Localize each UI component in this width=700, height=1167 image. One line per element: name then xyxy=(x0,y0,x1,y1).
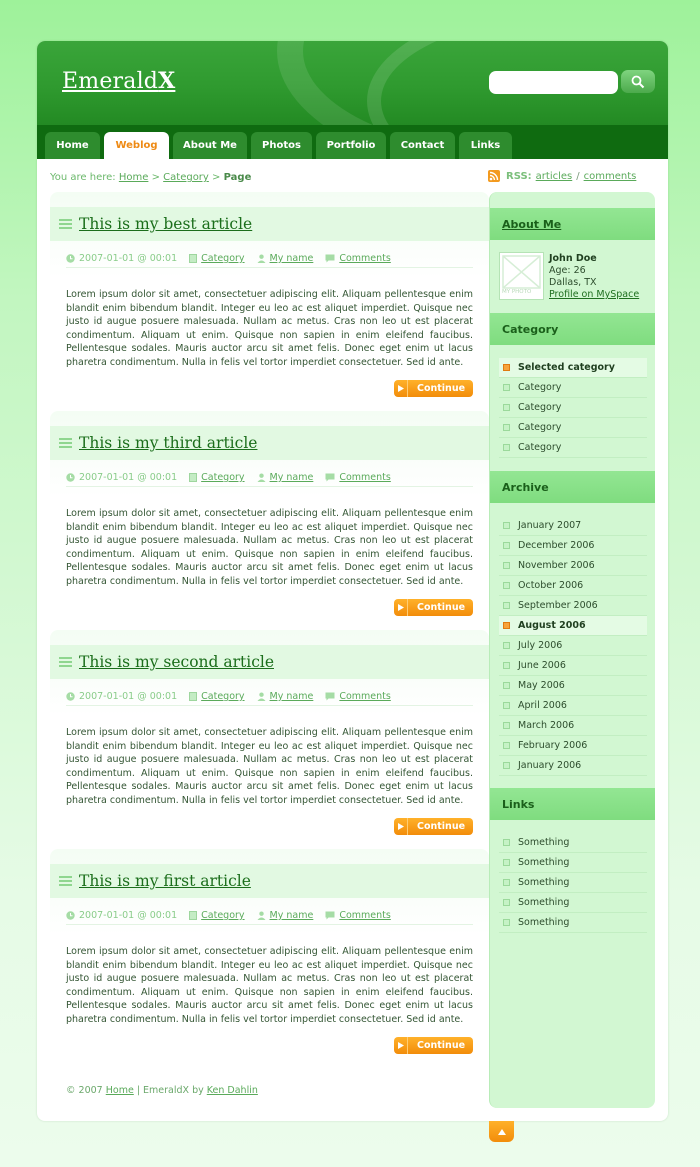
article-comments-link[interactable]: Comments xyxy=(339,910,391,921)
user-icon xyxy=(257,911,266,920)
archive-label: November 2006 xyxy=(518,560,595,571)
logo-text-bold: X xyxy=(158,68,176,94)
bullet-icon xyxy=(503,762,510,769)
category-label: Category xyxy=(518,382,562,393)
category-label: Category xyxy=(518,422,562,433)
article-date: 2007-01-01 @ 00:01 xyxy=(79,910,178,921)
category-label: Selected category xyxy=(518,362,615,373)
category-item[interactable] xyxy=(499,358,647,378)
bullet-icon xyxy=(503,542,510,549)
archive-label: December 2006 xyxy=(518,540,595,551)
article-category-link[interactable]: Category xyxy=(201,472,245,483)
clock-icon xyxy=(66,692,75,701)
sidebar-heading-label: Archive xyxy=(502,480,549,494)
archive-label: September 2006 xyxy=(518,600,598,611)
page-container xyxy=(37,41,668,1121)
tab-weblog[interactable] xyxy=(104,132,169,159)
profile-card xyxy=(499,252,649,300)
archive-label: October 2006 xyxy=(518,580,584,591)
breadcrumb-category-link[interactable]: Category xyxy=(163,172,209,183)
article-header xyxy=(50,864,489,898)
archive-item[interactable] xyxy=(499,516,647,536)
article-body: Lorem ipsum dolor sit amet, consectetuer adipiscing elit. Aliquam pellentesque enim blandit enim bibendum blandit. Integer eu leo ac est aliquet imperdiet. Quisque nec justo id augue posuere malesuada. Nullam ac metus. Cras non leo ut est placerat condimentum. Aliquam ut enim. Quisque non sapien in enim eleifend faucibus. Pellentesque sodales. Mauris auctor arcu sit amet felis. Donec eget enim ut lacus pharetra condimentum. Nulla in felis vel tortor imperdiet consectetuer. Sed id ante. xyxy=(66,508,473,587)
links-list xyxy=(499,833,647,933)
site-logo[interactable] xyxy=(62,68,175,94)
sidebar-heading-links xyxy=(490,788,655,820)
article-title[interactable]: This is my third article xyxy=(79,434,258,452)
tab-label: Photos xyxy=(262,140,301,151)
search-icon xyxy=(631,75,645,89)
article-header xyxy=(50,207,489,241)
article-meta xyxy=(66,907,473,925)
breadcrumb-current: Page xyxy=(223,172,252,183)
archive-item[interactable] xyxy=(499,676,647,696)
article xyxy=(50,849,489,1063)
archive-item[interactable] xyxy=(499,636,647,656)
folder-icon xyxy=(189,473,197,482)
archive-item[interactable] xyxy=(499,616,647,636)
continue-label: Continue xyxy=(417,821,466,832)
bullet-icon xyxy=(503,742,510,749)
list-icon xyxy=(59,438,72,448)
article-body: Lorem ipsum dolor sit amet, consectetuer adipiscing elit. Aliquam pellentesque enim blandit enim bibendum blandit. Integer eu leo ac est aliquet imperdiet. Quisque nec justo id augue posuere malesuada. Nullam ac metus. Cras non leo ut est placerat condimentum. Aliquam ut enim. Quisque non sapien in enim eleifend faucibus. Pellentesque sodales. Mauris auctor arcu sit amet felis. Donec eget enim ut lacus pharetra condimentum. Nulla in felis vel tortor imperdiet consectetuer. Sed id ante. xyxy=(66,727,473,806)
user-icon xyxy=(257,254,266,263)
search-button[interactable] xyxy=(621,70,655,93)
user-icon xyxy=(257,692,266,701)
article xyxy=(50,630,489,844)
archive-label: January 2006 xyxy=(518,760,582,771)
archive-item[interactable] xyxy=(499,576,647,596)
bullet-icon xyxy=(503,859,510,866)
tab-home[interactable] xyxy=(45,132,100,159)
archive-list xyxy=(499,516,647,776)
archive-label: April 2006 xyxy=(518,700,567,711)
user-icon xyxy=(257,473,266,482)
continue-label: Continue xyxy=(417,1040,466,1051)
article-comments-link[interactable]: Comments xyxy=(339,472,391,483)
link-label: Something xyxy=(518,837,570,848)
article-author-link[interactable]: My name xyxy=(269,910,314,921)
archive-item[interactable] xyxy=(499,736,647,756)
category-label: Category xyxy=(518,442,562,453)
link-label: Something xyxy=(518,877,570,888)
comment-icon xyxy=(325,254,335,263)
tab-portfolio[interactable] xyxy=(316,132,386,159)
tab-label: Contact xyxy=(400,140,445,151)
archive-label: March 2006 xyxy=(518,720,575,731)
archive-label: January 2007 xyxy=(518,520,582,531)
rss-icon xyxy=(488,170,500,182)
sidebar-heading-label: Links xyxy=(502,797,535,811)
footer xyxy=(66,1085,258,1096)
bullet-icon xyxy=(503,562,510,569)
comment-icon xyxy=(325,911,335,920)
site-header xyxy=(37,41,668,125)
category-item[interactable] xyxy=(499,438,647,458)
archive-item[interactable] xyxy=(499,556,647,576)
link-label: Something xyxy=(518,857,570,868)
play-arrow-icon xyxy=(398,604,404,611)
rss-label: RSS: xyxy=(506,170,532,182)
tab-photos[interactable] xyxy=(251,132,312,159)
article-date: 2007-01-01 @ 00:01 xyxy=(79,472,178,483)
bullet-icon xyxy=(503,662,510,669)
archive-item[interactable] xyxy=(499,596,647,616)
article-category-link[interactable]: Category xyxy=(201,910,245,921)
article-body: Lorem ipsum dolor sit amet, consectetuer adipiscing elit. Aliquam pellentesque enim blandit enim bibendum blandit. Integer eu leo ac est aliquet imperdiet. Quisque nec justo id augue posuere malesuada. Nullam ac metus. Cras non leo ut est placerat condimentum. Aliquam ut enim. Quisque non sapien in enim eleifend faucibus. Pellentesque sodales. Mauris auctor arcu sit amet felis. Donec eget enim ut lacus pharetra condimentum. Nulla in felis vel tortor imperdiet consectetuer. Sed id ante. xyxy=(66,289,473,368)
sidebar-heading-archive xyxy=(490,471,655,503)
article-comments-link[interactable]: Comments xyxy=(339,253,391,264)
bullet-icon xyxy=(503,839,510,846)
bullet-icon xyxy=(503,879,510,886)
folder-icon xyxy=(189,692,197,701)
link-item[interactable] xyxy=(499,913,647,933)
sidebar xyxy=(489,192,655,1108)
logo-text: Emerald xyxy=(62,69,159,94)
profile-location: Dallas, TX xyxy=(549,277,597,288)
archive-item[interactable] xyxy=(499,696,647,716)
article-title[interactable]: This is my best article xyxy=(79,215,253,233)
folder-icon xyxy=(189,254,197,263)
bullet-icon xyxy=(503,364,510,371)
search-input[interactable] xyxy=(489,71,618,94)
list-icon xyxy=(59,876,72,886)
sidebar-heading-about[interactable] xyxy=(490,208,655,240)
link-item[interactable] xyxy=(499,833,647,853)
bullet-icon xyxy=(503,682,510,689)
archive-item[interactable] xyxy=(499,656,647,676)
article-header xyxy=(50,645,489,679)
category-item[interactable] xyxy=(499,398,647,418)
continue-button[interactable] xyxy=(394,818,473,835)
continue-label: Continue xyxy=(417,383,466,394)
article-meta xyxy=(66,469,473,487)
breadcrumb xyxy=(50,172,251,183)
bullet-icon xyxy=(503,522,510,529)
footer-home-link[interactable]: Home xyxy=(105,1085,134,1096)
sidebar-heading-category xyxy=(490,313,655,345)
profile-info xyxy=(549,253,639,301)
bullet-icon xyxy=(503,622,510,629)
article-title[interactable]: This is my first article xyxy=(79,872,251,890)
continue-button[interactable] xyxy=(394,1037,473,1054)
play-arrow-icon xyxy=(398,385,404,392)
clock-icon xyxy=(66,254,75,263)
profile-age: Age: 26 xyxy=(549,265,586,276)
category-list xyxy=(499,358,647,458)
folder-icon xyxy=(189,911,197,920)
continue-button[interactable] xyxy=(394,380,473,397)
sidebar-heading-label: About Me xyxy=(502,217,562,231)
tab-label: Home xyxy=(56,140,89,151)
article-author-link[interactable]: My name xyxy=(269,253,314,264)
article-date: 2007-01-01 @ 00:01 xyxy=(79,253,178,264)
article xyxy=(50,411,489,625)
article-author-link[interactable]: My name xyxy=(269,472,314,483)
rss-articles-link[interactable]: articles xyxy=(535,170,573,182)
archive-label: June 2006 xyxy=(518,660,566,671)
archive-label: August 2006 xyxy=(518,620,586,631)
link-label: Something xyxy=(518,897,570,908)
footer-text: | EmeraldX by xyxy=(136,1085,204,1096)
bullet-icon xyxy=(503,702,510,709)
continue-label: Continue xyxy=(417,602,466,613)
archive-label: July 2006 xyxy=(518,640,563,651)
bullet-icon xyxy=(503,919,510,926)
clock-icon xyxy=(66,473,75,482)
article-body: Lorem ipsum dolor sit amet, consectetuer adipiscing elit. Aliquam pellentesque enim blandit enim bibendum blandit. Integer eu leo ac est aliquet imperdiet. Quisque nec justo id augue posuere malesuada. Nullam ac metus. Cras non leo ut est placerat condimentum. Aliquam ut enim. Quisque non sapien in enim eleifend faucibus. Pellentesque sodales. Mauris auctor arcu sit amet felis. Donec eget enim ut lacus pharetra condimentum. Nulla in felis vel tortor imperdiet consectetuer. Sed id ante. xyxy=(66,946,473,1025)
bullet-icon xyxy=(503,899,510,906)
category-label: Category xyxy=(518,402,562,413)
list-icon xyxy=(59,657,72,667)
bullet-icon xyxy=(503,444,510,451)
scroll-top-button[interactable] xyxy=(489,1121,514,1142)
bullet-icon xyxy=(503,424,510,431)
bullet-icon xyxy=(503,722,510,729)
profile-myspace-link[interactable]: Profile on MySpace xyxy=(549,289,640,300)
rss-links xyxy=(488,170,636,182)
article-category-link[interactable]: Category xyxy=(201,253,245,264)
play-arrow-icon xyxy=(398,1042,404,1049)
tab-about-me[interactable] xyxy=(173,132,247,159)
rss-separator: / xyxy=(576,170,580,182)
continue-button[interactable] xyxy=(394,599,473,616)
article-title[interactable]: This is my second article xyxy=(79,653,274,671)
tab-label: Weblog xyxy=(115,140,158,151)
profile-photo xyxy=(499,252,544,300)
play-arrow-icon xyxy=(398,823,404,830)
tab-links[interactable] xyxy=(459,132,512,159)
archive-label: May 2006 xyxy=(518,680,565,691)
article-author-link[interactable]: My name xyxy=(269,691,314,702)
article-date: 2007-01-01 @ 00:01 xyxy=(79,691,178,702)
bullet-icon xyxy=(503,602,510,609)
breadcrumb-home-link[interactable]: Home xyxy=(118,172,149,183)
bullet-icon xyxy=(503,404,510,411)
archive-item[interactable] xyxy=(499,756,647,776)
main-nav xyxy=(37,125,668,159)
bullet-icon xyxy=(503,582,510,589)
profile-name: John Doe xyxy=(549,253,597,264)
link-item[interactable] xyxy=(499,873,647,893)
bullet-icon xyxy=(503,642,510,649)
breadcrumb-separator: > xyxy=(151,172,160,183)
article-header xyxy=(50,426,489,460)
bullet-icon xyxy=(503,384,510,391)
category-item[interactable] xyxy=(499,378,647,398)
footer-copyright: © 2007 xyxy=(66,1085,103,1096)
link-label: Something xyxy=(518,917,570,928)
clock-icon xyxy=(66,911,75,920)
article-meta xyxy=(66,688,473,706)
link-item[interactable] xyxy=(499,893,647,913)
chevron-up-icon xyxy=(498,1129,506,1135)
link-item[interactable] xyxy=(499,853,647,873)
breadcrumb-separator: > xyxy=(212,172,221,183)
tab-label: Links xyxy=(470,140,501,151)
comment-icon xyxy=(325,692,335,701)
article xyxy=(50,192,489,406)
tab-label: About Me xyxy=(183,140,237,151)
article-category-link[interactable]: Category xyxy=(201,691,245,702)
list-icon xyxy=(59,219,72,229)
archive-item[interactable] xyxy=(499,536,647,556)
article-meta xyxy=(66,250,473,268)
comment-icon xyxy=(325,473,335,482)
breadcrumb-prefix: You are here: xyxy=(50,172,116,183)
archive-label: February 2006 xyxy=(518,740,588,751)
category-item[interactable] xyxy=(499,418,647,438)
rss-comments-link[interactable]: comments xyxy=(583,170,637,182)
tab-contact[interactable] xyxy=(390,132,455,159)
footer-author-link[interactable]: Ken Dahlin xyxy=(206,1085,258,1096)
tab-label: Portfolio xyxy=(326,140,376,151)
archive-item[interactable] xyxy=(499,716,647,736)
article-comments-link[interactable]: Comments xyxy=(339,691,391,702)
sidebar-heading-label: Category xyxy=(502,322,559,336)
photo-caption: MY PHOTO xyxy=(502,289,532,295)
